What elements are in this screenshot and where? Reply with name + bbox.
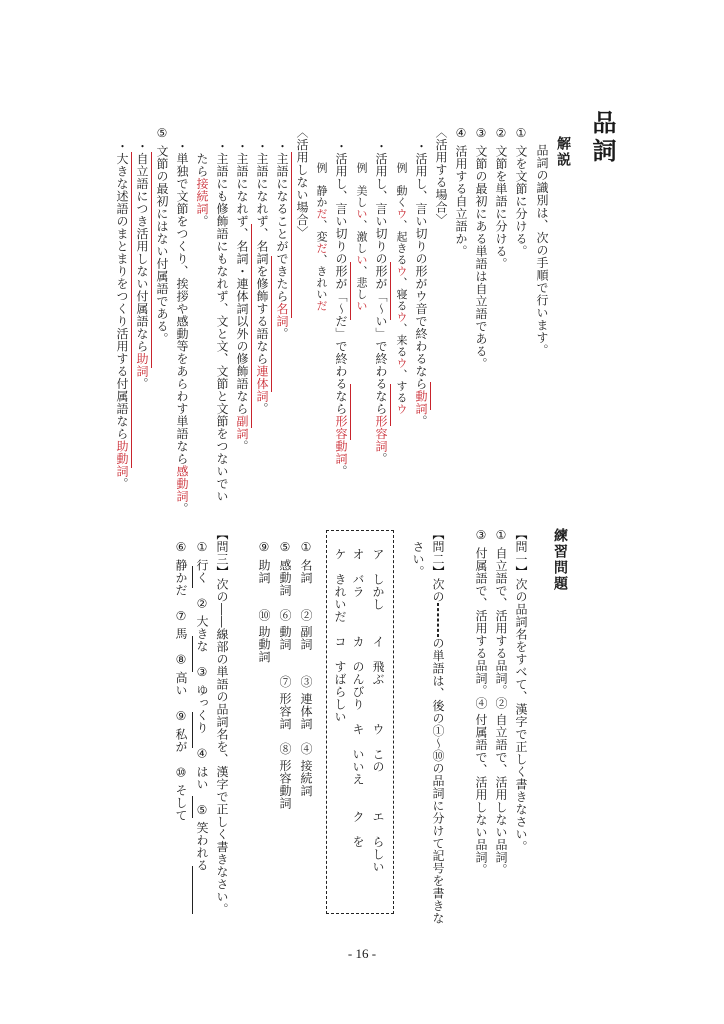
q3-prompt: 【問三】次の――線部の単語の品詞名を、漢字で正しく書きなさい。 (215, 528, 229, 916)
term-rentaishi: 連体詞 (255, 365, 269, 403)
q3-item-4: ④ はい (195, 746, 209, 791)
jodoushi-underline (131, 152, 132, 468)
term-jodoushi: 助動詞 (115, 440, 129, 478)
q1-prompt: 【問一】次の品詞名をすべて、漢字で正しく書きなさい。 (514, 528, 528, 853)
q3-item-10: ⑩ そして (174, 765, 188, 822)
q2-prompt-line1: 【問二】次のの単語は、後の①〜⑩の品詞に分けて記号を書きな (431, 528, 445, 925)
q1-items-row2: ③ 付属語で、活用する品詞。④ 付属語で、活用しない品詞。 (474, 528, 488, 877)
step-3: ③ 文節の最初にある単語は自立語である。 (474, 126, 488, 370)
kaisetsu-intro: 品詞の識別は、次の手順で行います。 (535, 144, 549, 357)
q3-item-1: ① 行く (195, 540, 209, 584)
adjective-rule: ・活用し、言い切りの形が「〜い」で終わるなら形容詞。 (374, 140, 388, 465)
term-doushi: 動詞 (414, 390, 428, 415)
joshi-rule: ・自立語につき活用しない付属語なら助詞。 (135, 140, 149, 390)
q3-underline-4 (192, 796, 193, 818)
q3-items-row2 (175, 540, 187, 822)
adjectival-verb-underline-quote (350, 262, 351, 320)
adjectival-verb-rule: ・活用し、言い切りの形が「〜だ」で終わるなら形容動詞。 (334, 140, 348, 478)
adjective-underline-quote (390, 262, 391, 320)
q2-words-col1: ア しかし イ 飛ぶ ウ この エ らしい (371, 548, 385, 873)
q3-item-6: ⑥ 静かだ (174, 540, 188, 597)
verb-examples: 例 動くウ、起きるウ、寝るウ、来るウ、するウ (395, 162, 408, 415)
q2-words-col2: オ バラ カ のんびり キ いいえ ク を (351, 548, 365, 848)
q2-options-col1: ① 名詞 ② 副詞 ③ 連体詞 ④ 接続詞 (299, 540, 313, 797)
step-4: ④ 活用する自立語か。 (454, 126, 468, 258)
kaisetsu-heading: 解説 (555, 136, 571, 168)
q3-items-row1 (196, 540, 208, 872)
q2-dashed-box-marker (437, 603, 439, 637)
q2-prompt-line2: さい。 (411, 528, 425, 578)
page-title: 品詞 (588, 110, 616, 166)
katsuyou-shinai-label: 〈活用しない場合〉 (295, 126, 309, 239)
q3-underline-3 (192, 712, 193, 748)
renshu-heading: 練習問題 (552, 528, 568, 592)
setsuzokushi-rule-line2: たら接続詞。 (195, 140, 209, 228)
verb-rule: ・活用し、言い切りの形がウ音で終わるなら動詞。 (414, 140, 428, 428)
adjectival-verb-examples: 例 静かだ、変だ、きれいだ (315, 162, 328, 312)
fukushi-rule: ・主語になれず、名詞・連体詞以外の修飾語なら副詞。 (235, 140, 249, 453)
step-5: ⑤ 文節の最初にはない付属語である。 (155, 126, 169, 345)
q3-item-9: ⑨ 私が (174, 708, 188, 753)
q2-options-col3: ⑨ 助詞 ⑩ 助動詞 (257, 540, 271, 664)
term-keiyoudoushi: 形容動詞 (334, 415, 348, 465)
page-number: - 16 - (347, 946, 377, 961)
term-joshi: 助詞 (135, 352, 149, 378)
noun-underline (291, 152, 292, 318)
q1-items-row1: ① 自立語で、活用する品詞。② 自立語で、活用しない品詞。 (494, 528, 508, 877)
step-1: ① 文を文節に分ける。 (514, 126, 528, 258)
setsuzokushi-rule-line1: ・主語にも修飾語にもなれず、文と文、文節と文節をつないでい (215, 140, 229, 503)
q3-item-2: ② 大きな (195, 596, 209, 653)
term-keiyoushi: 形容詞 (374, 415, 388, 453)
q2-options-col2: ⑤ 感動詞 ⑥ 動詞 ⑦ 形容詞 ⑧ 形容動詞 (278, 540, 292, 810)
q3-item-5: ⑤ 笑われる (195, 802, 209, 872)
kandoushi-rule: ・単独で文節をつくり、挨拶や感動等をあらわす単語なら感動詞。 (175, 140, 189, 515)
term-setsuzokushi: 接続詞 (195, 177, 209, 215)
katsuyou-suru-label: 〈活用する場合〉 (434, 126, 448, 226)
fukushi-underline (251, 224, 252, 428)
q2-words-col3: ケ きれいだ コ すばらしい (333, 548, 347, 723)
noun-rule: ・主語になることができたら名詞。 (275, 140, 289, 340)
adjectival-verb-underline-term (350, 384, 351, 440)
adjective-underline-term (390, 384, 391, 426)
jodoushi-rule: ・大きな述語のまとまりをつくり活用する付属語なら助動詞。 (115, 140, 129, 490)
q3-item-7: ⑦ 馬 (174, 608, 188, 641)
rentaishi-rule: ・主語になれず、名詞を修飾する語なら連体詞。 (255, 140, 269, 415)
q3-underline-5 (192, 866, 193, 914)
joshi-underline (151, 152, 152, 368)
step-2: ② 文節を単語に分ける。 (494, 126, 508, 270)
q3-underline-1 (192, 566, 193, 588)
term-kandoushi: 感動詞 (175, 465, 189, 503)
adjective-examples: 例 美しい、激しい、悲しい (355, 162, 368, 312)
q3-item-8: ⑧ 高い (174, 652, 188, 697)
q3-underline-2 (192, 636, 193, 672)
verb-underline (430, 382, 431, 410)
term-fukushi: 副詞 (235, 415, 249, 440)
term-meishi: 名詞 (275, 302, 289, 328)
rentaishi-underline (271, 256, 272, 392)
q3-item-3: ③ ゆっくり (195, 665, 209, 734)
